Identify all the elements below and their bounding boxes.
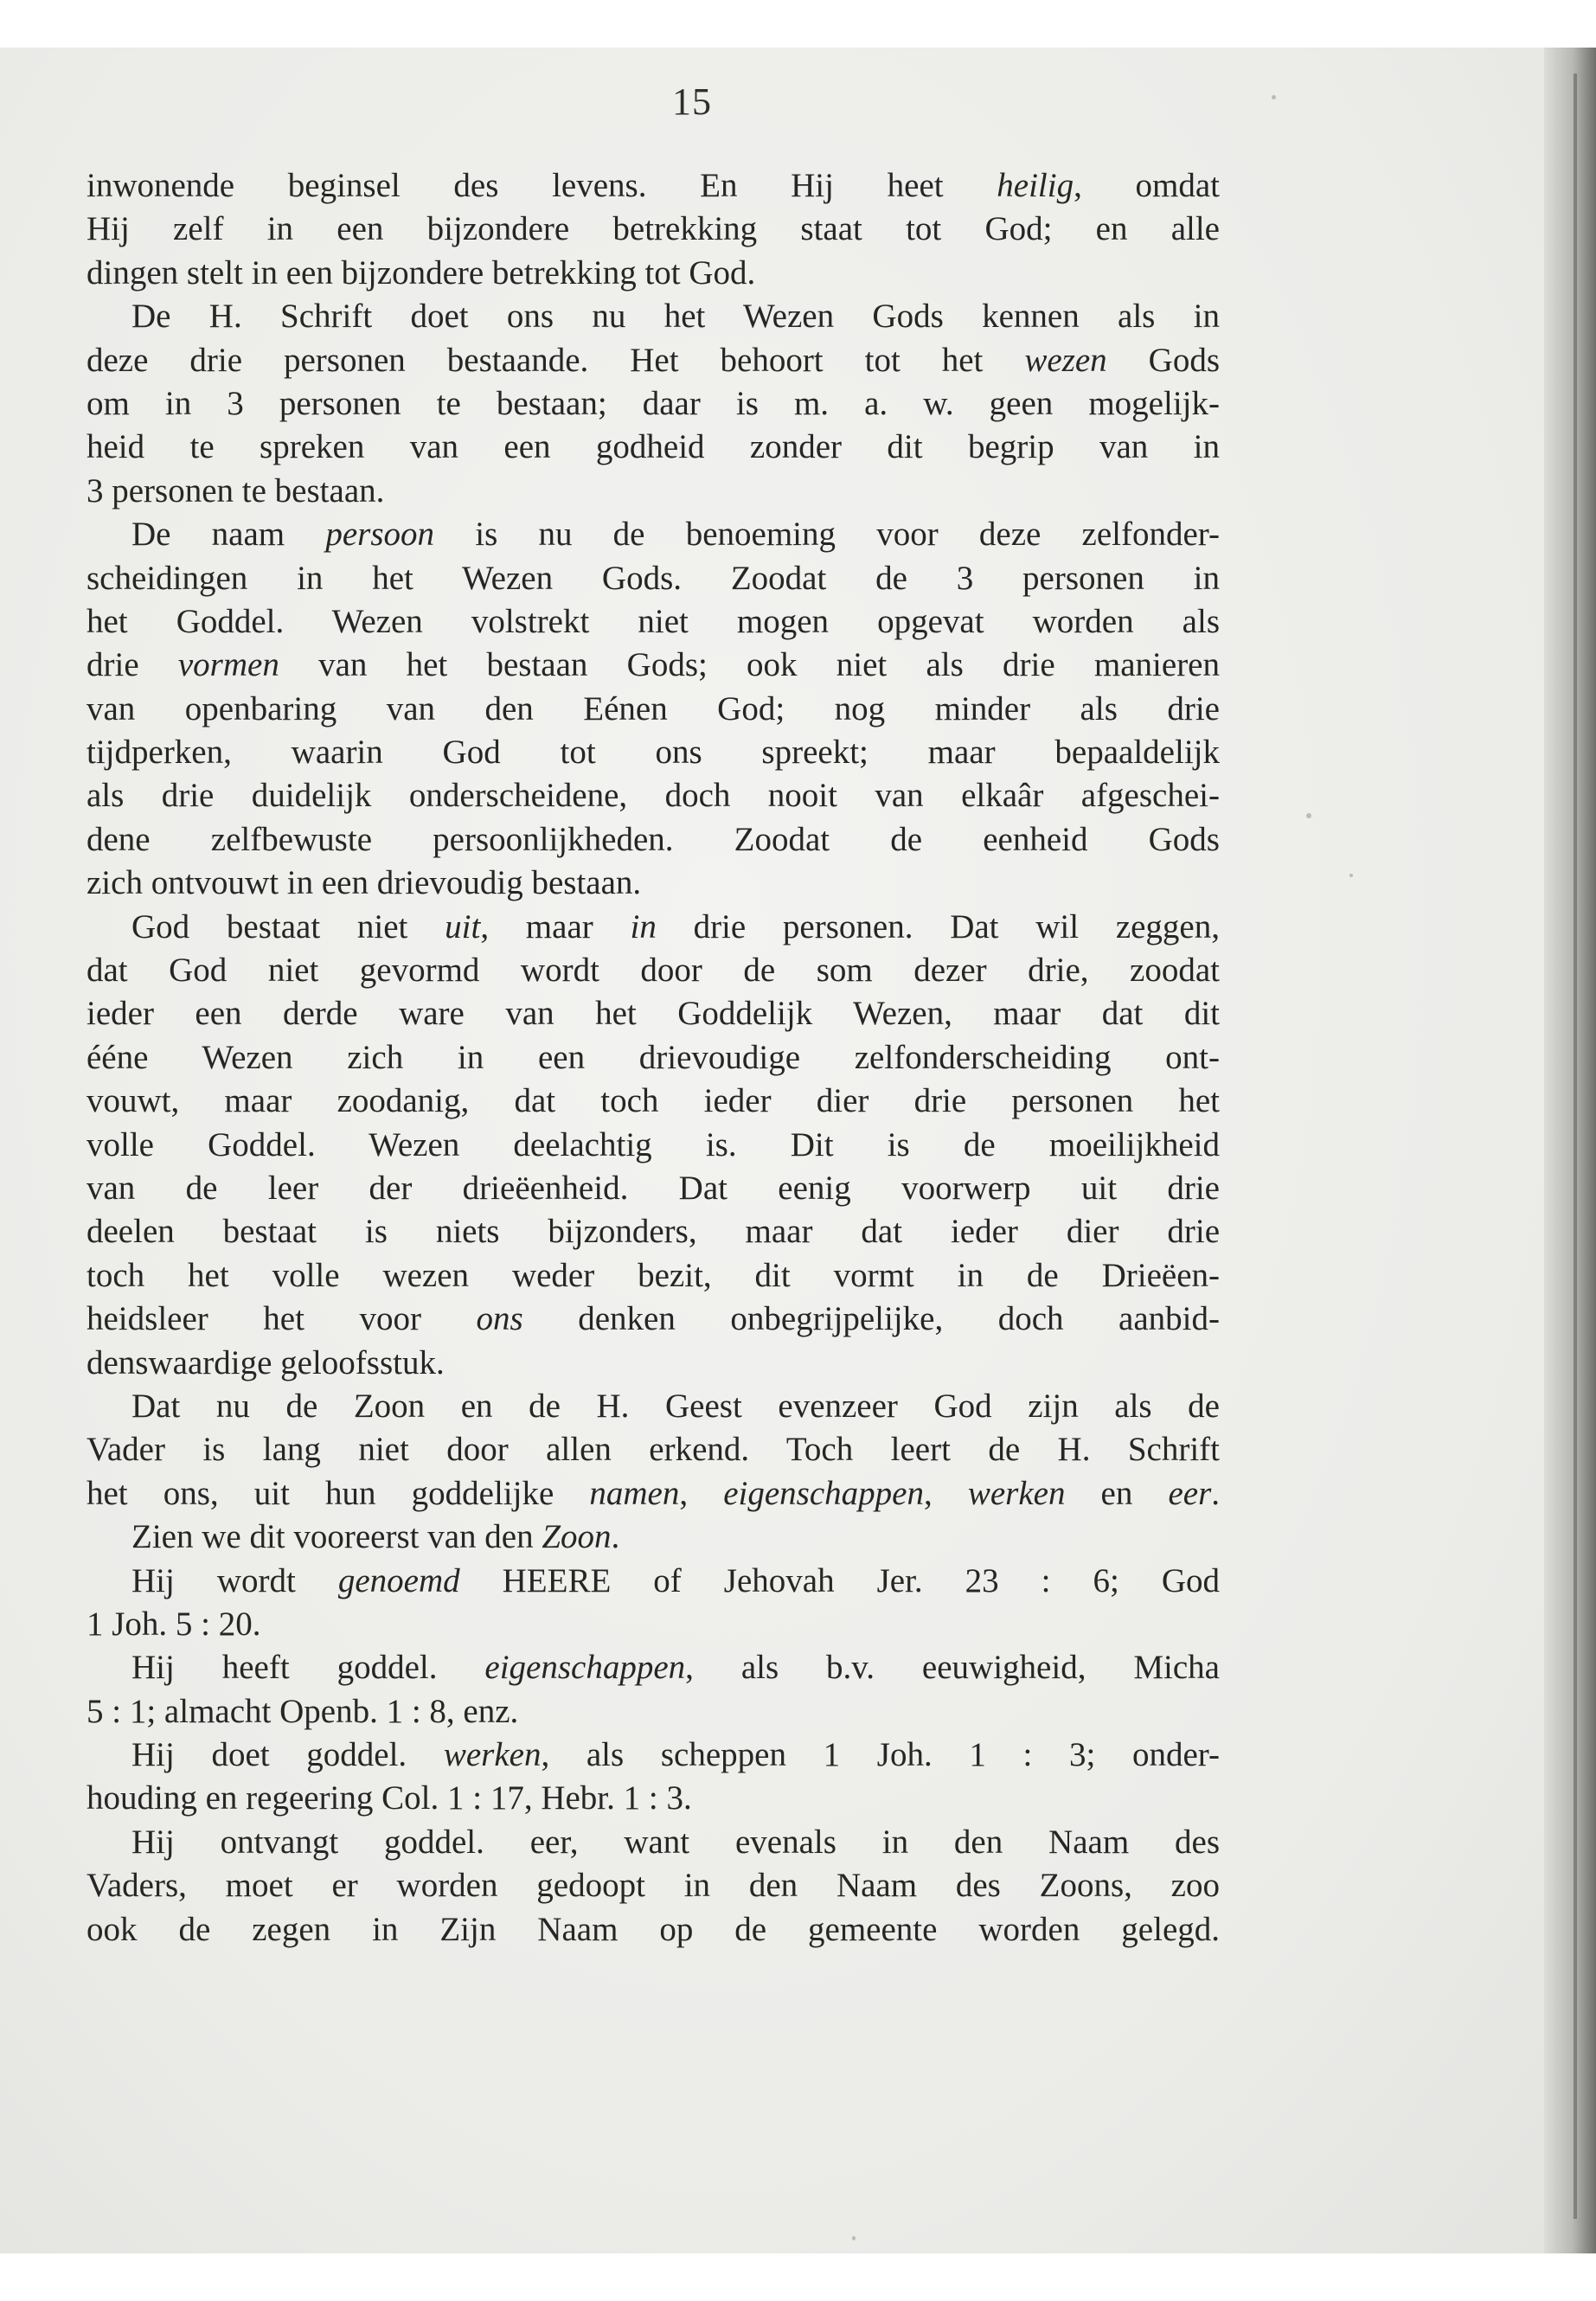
text-line xyxy=(87,688,1220,731)
page-number: 15 xyxy=(672,80,712,123)
text-run: Hij ontvangt goddel. eer, want evenals in den Naam des xyxy=(131,1823,1220,1861)
italic-text-run: Zoon xyxy=(542,1518,612,1556)
text-line xyxy=(87,1428,1220,1471)
italic-text-run: werken xyxy=(967,1474,1066,1512)
text-line xyxy=(87,1821,1220,1864)
text-line xyxy=(87,382,1220,426)
text-run: Gods xyxy=(1106,341,1220,379)
text-run: heid te spreken van een godheid zonder dit begrip van in xyxy=(87,428,1220,466)
text-run: 3 personen te bestaan. xyxy=(87,471,385,510)
text-run: het Goddel. Wezen volstrekt niet mogen opgevat worden als xyxy=(87,602,1220,640)
text-line xyxy=(87,1777,1220,1820)
text-run: Hij zelf in een bijzondere betrekking staat tot God; en alle xyxy=(87,210,1220,248)
text-line xyxy=(87,906,1220,949)
text-run: ééne Wezen zich in een drievoudige zelfonderscheiding ont- xyxy=(87,1038,1220,1076)
text-line xyxy=(87,339,1220,382)
text-run: ook de zegen in Zijn Naam op de gemeente worden gelegd. xyxy=(87,1910,1220,1948)
text-run: scheidingen in het Wezen Gods. Zoodat de 3 personen in xyxy=(87,559,1220,597)
text-run: ieder een derde ware van het Goddelijk Wezen, maar dat dit xyxy=(87,995,1220,1033)
text-line xyxy=(87,1734,1220,1777)
text-run: volle Goddel. Wezen deelachtig is. Dit is de moeilijkheid xyxy=(87,1125,1220,1163)
text-run: Zien we dit vooreerst van den xyxy=(131,1518,542,1556)
text-line xyxy=(87,731,1220,774)
text-run: van het bestaan Gods; ook niet als drie manieren xyxy=(279,646,1220,684)
text-line xyxy=(87,1690,1220,1734)
text-run: . xyxy=(1211,1474,1220,1512)
text-run: De naam xyxy=(131,516,326,554)
italic-text-run: eigenschappen xyxy=(723,1474,924,1512)
binding-line xyxy=(1574,74,1577,2219)
text-run: deelen bestaat is niets bijzonders, maar dat ieder dier drie xyxy=(87,1213,1220,1251)
italic-text-run: uit xyxy=(445,907,481,945)
text-run: toch het volle wezen weder bezit, dit vormt in de Drieëen- xyxy=(87,1256,1220,1294)
text-run: , maar xyxy=(480,907,631,945)
text-run: De H. Schrift doet ons nu het Wezen Gods kennen als in xyxy=(131,298,1220,336)
text-line xyxy=(87,1864,1220,1907)
scan-speck xyxy=(1349,874,1353,877)
text-line xyxy=(87,1254,1220,1298)
text-line xyxy=(87,295,1220,338)
scan-speck xyxy=(852,2236,856,2240)
text-line xyxy=(87,1908,1220,1952)
text-run: vouwt, maar zoodanig, dat toch ieder dier drie personen het xyxy=(87,1082,1220,1120)
text-line xyxy=(87,557,1220,600)
text-line xyxy=(87,208,1220,251)
text-run: Dat nu de Zoon en de H. Geest evenzeer God zijn als de xyxy=(131,1387,1220,1425)
text-run: , als b.v. eeuwigheid, Micha xyxy=(685,1649,1220,1687)
text-run: , omdat xyxy=(1074,167,1220,204)
text-line xyxy=(87,600,1220,644)
italic-text-run: werken xyxy=(443,1736,542,1774)
text-line xyxy=(87,1210,1220,1253)
text-line xyxy=(87,1472,1220,1516)
text-run: 1 Joh. 5 : 20. xyxy=(87,1605,261,1643)
page-edge-shadow xyxy=(1544,48,1596,2253)
scan-speck xyxy=(1306,813,1311,818)
text-line xyxy=(87,1560,1220,1603)
text-run: 5 : 1; almacht Openb. 1 : 8, enz. xyxy=(87,1692,519,1730)
text-line xyxy=(87,426,1220,469)
text-run: van openbaring van den Eénen God; nog minder als drie xyxy=(87,689,1220,727)
text-run: om in 3 personen te bestaan; daar is m. a. w. geen mogelijk- xyxy=(87,384,1220,422)
text-run: Hij wordt xyxy=(131,1561,338,1599)
text-run: , xyxy=(923,1474,968,1512)
text-line xyxy=(87,949,1220,992)
italic-text-run: genoemd xyxy=(337,1561,460,1599)
text-run: heidsleer het voor xyxy=(87,1300,477,1338)
text-line xyxy=(87,644,1220,687)
text-run: HEERE of Jehovah Jer. 23 : 6; God xyxy=(459,1561,1220,1599)
text-line xyxy=(87,164,1220,208)
text-run: , xyxy=(679,1474,724,1512)
text-run: tijdperken, waarin God tot ons spreekt; maar bepaaldelijk xyxy=(87,734,1220,772)
italic-text-run: ons xyxy=(476,1300,523,1338)
text-run: denken onbegrijpelijke, doch aanbid- xyxy=(522,1300,1220,1338)
text-run: Hij heeft goddel. xyxy=(131,1649,485,1687)
text-run: denswaardige geloofsstuk. xyxy=(87,1343,445,1381)
text-line xyxy=(87,1385,1220,1428)
text-run: dingen stelt in een bijzondere betrekking tot God. xyxy=(87,253,756,292)
text-line xyxy=(87,1080,1220,1123)
text-run: houding en regeering Col. 1 : 17, Hebr. 1 : 3. xyxy=(87,1779,692,1817)
text-run: en xyxy=(1065,1474,1169,1512)
text-run: God bestaat niet xyxy=(131,907,445,945)
text-run: dene zelfbewuste persoonlijkheden. Zoodat de eenheid Gods xyxy=(87,820,1220,858)
text-line xyxy=(87,774,1220,817)
italic-text-run: in xyxy=(630,907,657,945)
italic-text-run: vormen xyxy=(177,646,279,684)
text-run: , als scheppen 1 Joh. 1 : 3; onder- xyxy=(541,1736,1220,1774)
text-run: als drie duidelijk onderscheidene, doch nooit van elkaâr afgeschei- xyxy=(87,777,1220,815)
text-line xyxy=(87,1124,1220,1167)
italic-text-run: namen xyxy=(589,1474,680,1512)
text-line xyxy=(87,1646,1220,1689)
text-run: van de leer der drieëenheid. Dat eenig voorwerp uit drie xyxy=(87,1169,1220,1207)
text-run: Hij doet goddel. xyxy=(131,1736,444,1774)
italic-text-run: wezen xyxy=(1024,341,1107,379)
body-text xyxy=(87,164,1220,1952)
text-line xyxy=(87,1167,1220,1210)
text-run: deze drie personen bestaande. Het behoort tot het xyxy=(87,341,1025,379)
text-line xyxy=(87,252,1220,295)
text-run: . xyxy=(611,1518,620,1556)
text-line xyxy=(87,1298,1220,1341)
text-run: inwonende beginsel des levens. En Hij heet xyxy=(87,167,997,204)
text-run: zich ontvouwt in een drievoudig bestaan. xyxy=(87,864,642,902)
italic-text-run: heilig xyxy=(997,167,1074,204)
text-run: is nu de benoeming voor deze zelfonder- xyxy=(434,516,1220,554)
italic-text-run: eigenschappen xyxy=(484,1649,686,1687)
text-line xyxy=(87,1342,1220,1385)
text-line xyxy=(87,992,1220,1035)
italic-text-run: persoon xyxy=(325,516,435,554)
text-run: het ons, uit hun goddelijke xyxy=(87,1474,590,1512)
text-run: Vaders, moet er worden gedoopt in den Naam des Zoons, zoo xyxy=(87,1867,1220,1905)
text-line xyxy=(87,1516,1220,1559)
text-line xyxy=(87,862,1220,905)
text-line xyxy=(87,1036,1220,1080)
text-run: Vader is lang niet door allen erkend. Toch leert de H. Schrift xyxy=(87,1431,1220,1469)
text-line xyxy=(87,1603,1220,1646)
text-line xyxy=(87,470,1220,513)
text-run: drie personen. Dat wil zeggen, xyxy=(656,907,1220,945)
text-line xyxy=(87,513,1220,556)
text-run: dat God niet gevormd wordt door de som dezer drie, zoodat xyxy=(87,952,1220,990)
text-run: drie xyxy=(87,646,178,684)
text-line xyxy=(87,818,1220,862)
italic-text-run: eer xyxy=(1168,1474,1212,1512)
